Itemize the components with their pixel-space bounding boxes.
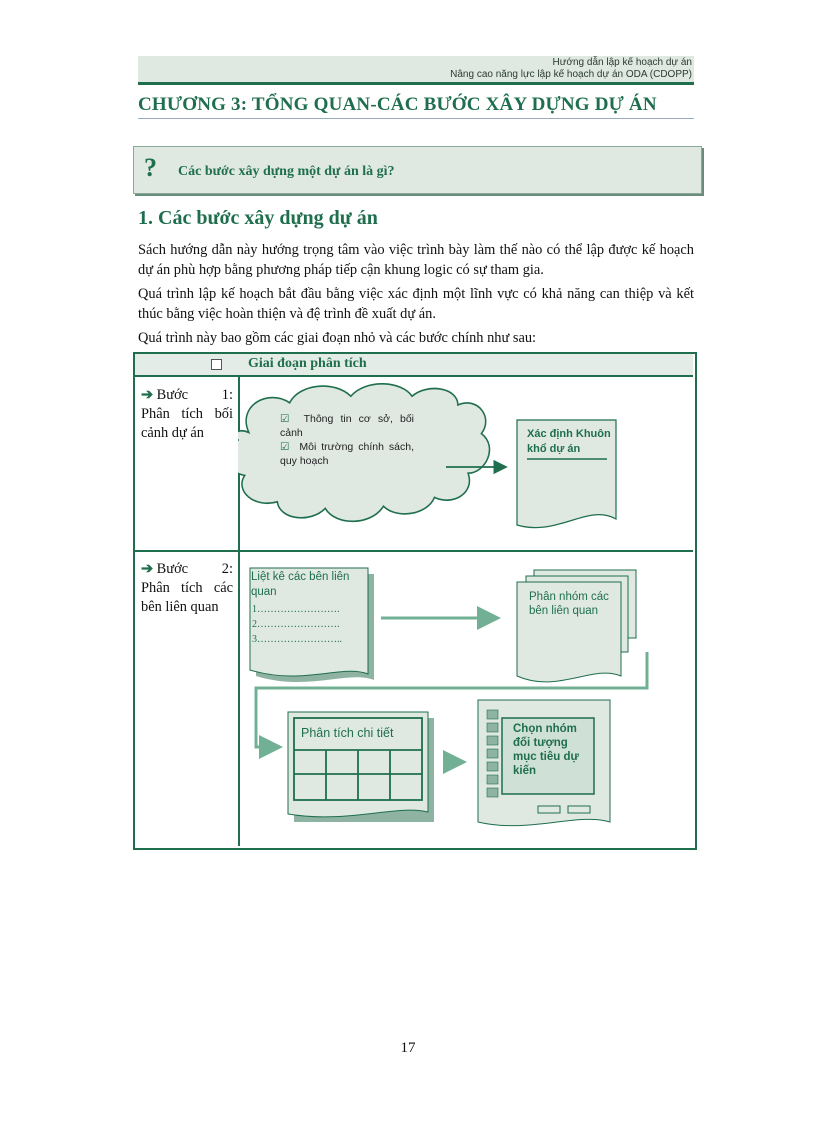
step-2-number: 2: [221,561,233,577]
header-line-1: Hướng dẫn lập kế hoạch dự án [552,57,692,68]
step-2-cell [141,560,233,617]
table-header-label: Giai đoạn phân tích [248,356,367,371]
question-mark-icon: ? [144,153,157,182]
paragraph-2: Quá trình lập kế hoạch bắt đầu bằng việc xác định một lĩnh vực có khả năng can thiệp và kết thúc bằng việc hoàn thiện và đệ trình đề xuất dự án. [138,286,694,322]
target-label: Chọn nhóm đối tượng mục tiêu dự kiến [513,723,579,777]
page-number: 17 [400,1040,416,1056]
doc-label: Xác định Khuôn khổ dự án [527,428,611,455]
header-line-2: Nâng cao năng lực lập kế hoạch dự án ODA (CDOPP) [450,69,692,80]
arrow-right-icon: ➔ [141,561,154,577]
list-item: 1……………………. [252,604,340,615]
step-1-cell [141,386,233,443]
checkbox-icon [211,359,222,370]
list-item: 3…………………….. [252,634,342,645]
step-2-text: Phân tích các bên liên quan [141,580,233,615]
running-header [138,56,694,85]
table-header [135,354,693,377]
step-1-word: Bước [156,387,189,403]
target-bullets [487,710,498,797]
step-2-word: Bước [156,561,189,577]
question-text: Các bước xây dựng một dự án là gì? [178,164,395,179]
checkbox-checked-icon: ☑ [280,441,290,453]
group-label: Phân nhóm các bên liên quan [529,591,609,617]
step-1-text: Phân tích bối cảnh dự án [141,406,233,441]
list-items [252,602,362,647]
section-title: 1. Các bước xây dựng dự án [138,207,378,229]
paragraph-1: Sách hướng dẫn này hướng trọng tâm vào việc trình bày làm thế nào có thể lập được kế hoạch dự án phù hợp bằng phương pháp tiếp cận khung logic có sự tham gia. [138,242,694,278]
checkbox-checked-icon: ☑ [280,413,290,425]
cloud-content [280,412,414,468]
chapter-divider [138,118,694,119]
paragraph-3: Quá trình này bao gồm các giai đoạn nhỏ và các bước chính như sau: [138,330,537,346]
cloud-item-2: Môi trường chính sách, quy hoạch [280,441,414,467]
question-box [133,146,702,194]
step-1-number: 1: [221,387,233,403]
cloud-item-1: Thông tin cơ sở, bối cảnh [280,413,414,439]
list-item: 2……………………. [252,619,340,630]
detail-label: Phân tích chi tiết [301,726,394,740]
chapter-title: CHƯƠNG 3: TỔNG QUAN-CÁC BƯỚC XÂY DỰNG DỰ ÁN [138,94,657,115]
list-title: Liệt kê các bên liên quan [251,571,350,598]
arrow-right-icon: ➔ [141,387,154,403]
